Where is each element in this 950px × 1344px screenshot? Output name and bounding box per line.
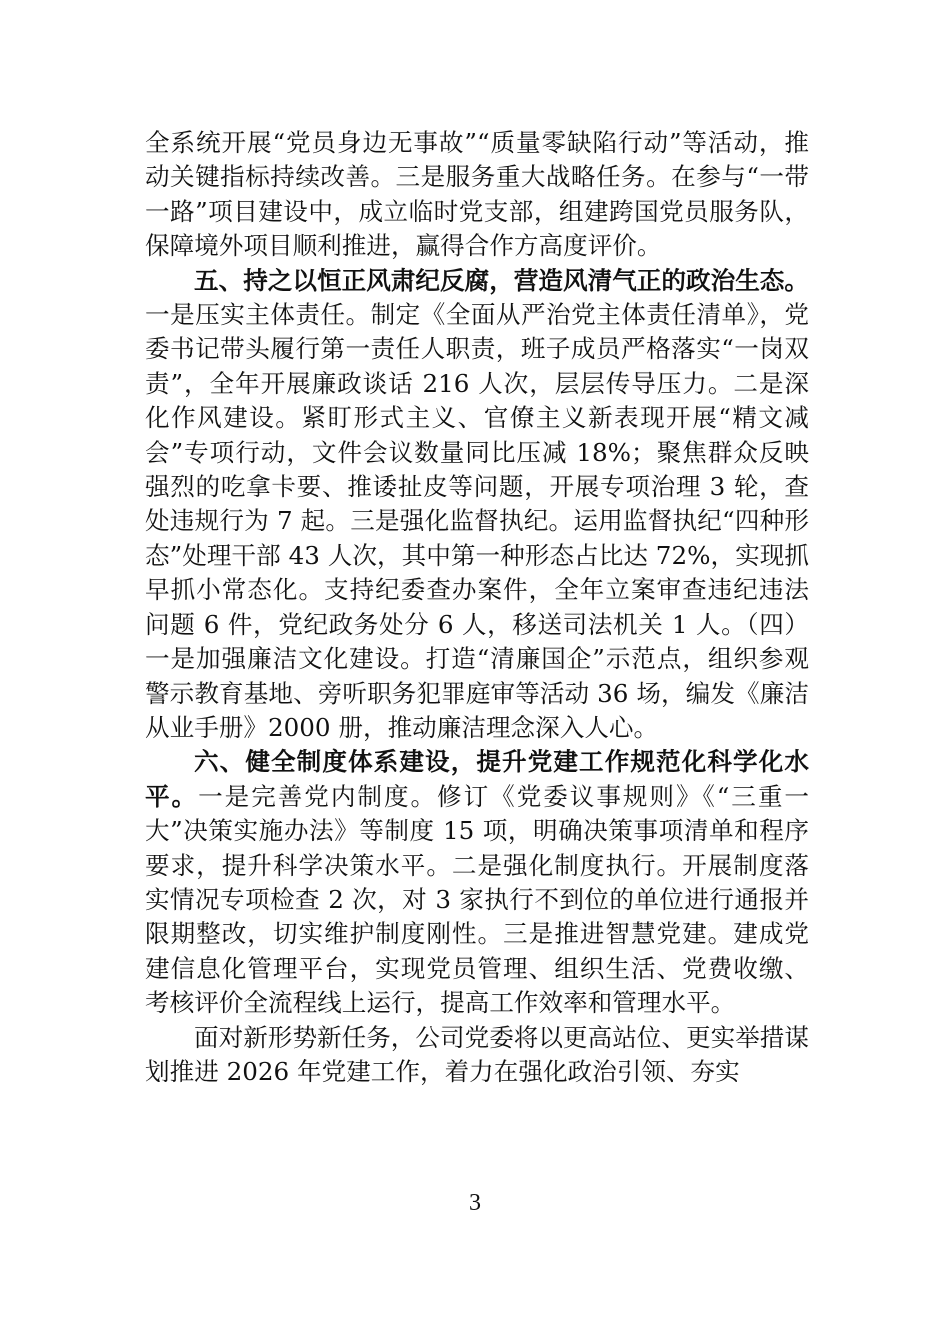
paragraph-continuation: 全系统开展“党员身边无事故”“质量零缺陷行动”等活动，推动关键指标持续改善。三是服务重大战略任务。在参与“一带一路”项目建设中，成立临时党支部，组建跨国党员服务队，保障境外项目顺利推进，赢得合作方高度评价。 <box>145 128 809 261</box>
section-6-paragraph <box>145 745 809 1020</box>
section-6-heading: 六、健全制度体系建设，提升党建工作规范化科学化水平。 <box>145 747 809 811</box>
page-number: 3 <box>469 1190 481 1216</box>
section-5-body: 一是压实主体责任。制定《全面从严治党主体责任清单》，党委书记带头履行第一责任人职责，班子成员严格落实“一岗双责”，全年开展廉政谈话 216 人次，层层传导压力。二是深化作风建设。紧盯形式主义、官僚主义新表现开展“精文减会”专项行动，文件会议数量同比压减 18%；聚焦群众反映强烈的吃拿卡要、推诿扯皮等问题，开展专项治理 3 轮，查处违规行为 7 起。三是强化监督执纪。运用监督执纪“四种形态”处理干部 43 人次，其中第一种形态占比达 72%，实现抓早抓小常态化。支持纪委查办案件，全年立案审查违纪违法问题 6 件，党纪政务处分 6 人，移送司法机关 1 人。（四）一是加强廉洁文化建设。打造“清廉国企”示范点，组织参观警示教育基地、旁听职务犯罪庭审等活动 36 场，编发《廉洁从业手册》2000 册，推动廉洁理念深入人心。 <box>145 300 809 742</box>
closing-paragraph: 面对新形势新任务，公司党委将以更高站位、更实举措谋划推进 2026 年党建工作，着力在强化政治引领、夯实 <box>145 1022 809 1086</box>
section-6-body: 一是完善党内制度。修订《党委议事规则》《“三重一大”决策实施办法》等制度 15 项，明确决策事项清单和程序要求，提升科学决策水平。二是强化制度执行。开展制度落实情况专项检查 2 次，对 3 家执行不到位的单位进行通报并限期整改，切实维护制度刚性。三是推进智慧党建。建成党建信息化管理平台，实现党员管理、组织生活、党费收缴、考核评价全流程线上运行，提高工作效率和管理水平。 <box>145 781 809 1018</box>
section-5-paragraph <box>145 264 809 746</box>
document-body <box>145 126 809 1089</box>
section-5-heading: 五、持之以恒正风肃纪反腐，营造风清气正的政治生态。 <box>194 265 809 295</box>
